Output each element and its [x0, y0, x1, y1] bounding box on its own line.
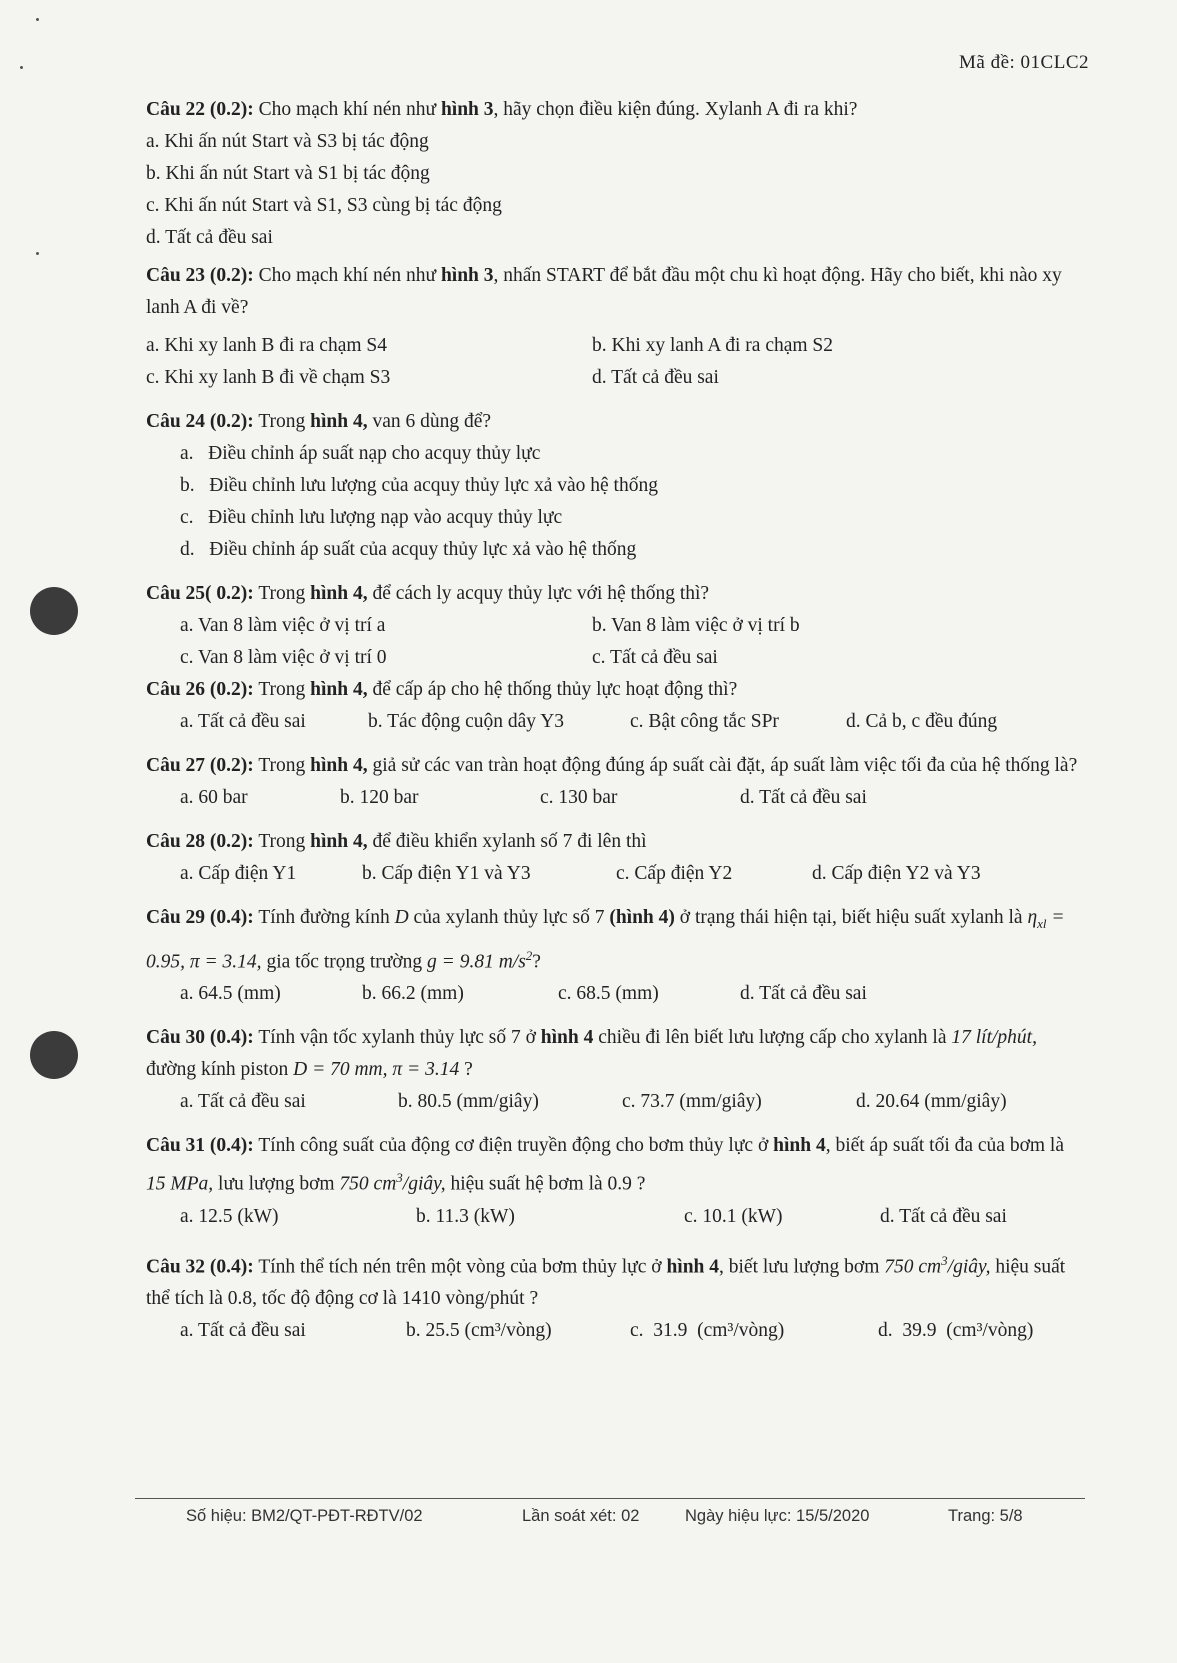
- options-row: [146, 858, 1086, 890]
- math-superscript: 3: [396, 1170, 403, 1186]
- question-28: [146, 826, 1086, 858]
- question-number: Câu 24 (0.2):: [146, 411, 254, 432]
- question-text: Trong: [253, 679, 311, 700]
- options-row: [146, 1086, 1086, 1118]
- option-c: c. Điều chỉnh lưu lượng nạp vào acquy thủy lực: [180, 507, 563, 528]
- option-b: b. Điều chỉnh lưu lượng của acquy thủy lực xả vào hệ thống: [180, 475, 658, 496]
- option-d: d. Cấp điện Y2 và Y3: [812, 863, 981, 884]
- option-d: d. Tất cả đều sai: [146, 227, 273, 248]
- question-text: Trong: [253, 755, 311, 776]
- question-text: đường kính piston: [146, 1059, 294, 1081]
- question-text: hiệu suất hệ bơm là 0.9 ?: [445, 1173, 646, 1195]
- footer-page-number: Trang: 5/8: [948, 1507, 1023, 1525]
- figure-ref: (hình 4): [609, 907, 675, 928]
- figure-ref: hình 4,: [310, 755, 368, 776]
- option-b: b. 80.5 (mm/giây): [398, 1091, 539, 1113]
- question-number: Câu 29 (0.4):: [146, 907, 254, 928]
- option-d: d. Tất cả đều sai: [592, 367, 719, 388]
- question-text: ở trạng thái hiện tại, biết hiệu suất xylanh là: [674, 907, 1028, 928]
- option-d: d. Tất cả đều sai: [740, 983, 867, 1005]
- option-c: c. 130 bar: [540, 787, 618, 808]
- question-number: Câu 23 (0.2):: [146, 265, 254, 286]
- question-24: [146, 406, 1086, 438]
- math-expression: 17 lít/phút,: [951, 1027, 1037, 1049]
- figure-ref: hình 3: [440, 99, 494, 120]
- question-text: Trong: [253, 831, 311, 852]
- math-expression: /giây,: [402, 1173, 446, 1195]
- option-d: d. Tất cả đều sai: [880, 1205, 1007, 1227]
- option-a: a. 60 bar: [180, 787, 248, 808]
- question-text: ?: [459, 1059, 473, 1081]
- question-text: chiều đi lên biết lưu lượng cấp cho xylanh là: [593, 1027, 952, 1049]
- question-number: Câu 27 (0.2):: [146, 755, 254, 776]
- option-c: c. Bật công tắc SPr: [630, 711, 779, 732]
- scan-speck: [36, 18, 39, 21]
- option-b: b. 120 bar: [340, 787, 419, 808]
- question-30: [146, 1022, 1086, 1086]
- option-b: b. 11.3 (kW): [416, 1205, 515, 1227]
- option-c: c. 68.5 (mm): [558, 983, 659, 1005]
- question-number: Câu 28 (0.2):: [146, 831, 254, 852]
- question-text: gia tốc trọng trường: [261, 951, 428, 973]
- option-c: c. Khi xy lanh B đi về chạm S3: [146, 367, 391, 388]
- question-text: hiệu suất thể tích là 0.8, tốc độ động cơ là 1410 vòng/phút ?: [146, 1256, 1066, 1310]
- option-b: b. Cấp điện Y1 và Y3: [362, 863, 531, 884]
- question-number: Câu 26 (0.2):: [146, 679, 254, 700]
- question-text: lưu lượng bơm: [213, 1173, 340, 1195]
- math-expression: 750 cm: [884, 1256, 942, 1278]
- options-row: [146, 362, 1086, 394]
- figure-ref: hình 4,: [310, 411, 368, 432]
- options-row: [146, 1201, 1086, 1233]
- question-text: ?: [532, 951, 541, 973]
- math-symbol: η: [1027, 907, 1038, 928]
- math-expression: g = 9.81 m/s: [427, 951, 526, 973]
- math-expression: D = 70 mm, π = 3.14: [293, 1059, 460, 1081]
- option-a: a. 64.5 (mm): [180, 983, 281, 1005]
- math-superscript: 3: [941, 1252, 948, 1268]
- options-row: [146, 610, 1086, 642]
- question-text: Cho mạch khí nén như: [253, 265, 441, 286]
- question-text: , biết áp suất tối đa của bơm là: [825, 1135, 1065, 1157]
- options-row: [146, 706, 1086, 738]
- question-text: Tính đường kính: [253, 907, 395, 928]
- figure-ref: hình 3: [440, 265, 494, 286]
- option-a: a. Tất cả đều sai: [180, 711, 306, 732]
- question-text: để cấp áp cho hệ thống thủy lực hoạt động thì?: [367, 679, 738, 700]
- math-superscript: 2: [525, 947, 533, 963]
- option-a: a. Khi xy lanh B đi ra chạm S4: [146, 335, 387, 356]
- question-number: Câu 31 (0.4):: [146, 1135, 254, 1157]
- footer-effective-date: Ngày hiệu lực: 15/5/2020: [685, 1507, 870, 1525]
- option-b: b. Tác động cuộn dây Y3: [368, 711, 565, 732]
- option-b: b. Van 8 làm việc ở vị trí b: [592, 615, 800, 636]
- figure-ref: hình 4,: [310, 583, 368, 604]
- options-row: [146, 978, 1086, 1010]
- question-text: van 6 dùng để?: [367, 411, 492, 432]
- math-expression: 15 MPa,: [146, 1173, 214, 1195]
- option-c: c. Cấp điện Y2: [616, 863, 733, 884]
- question-number: Câu 32 (0.4):: [146, 1256, 254, 1278]
- footer-revision: Lần soát xét: 02: [522, 1507, 640, 1525]
- option-a: a. Điều chỉnh áp suất nạp cho acquy thủy lực: [180, 443, 541, 464]
- option-c: c. 73.7 (mm/giây): [622, 1091, 762, 1113]
- question-number: Câu 30 (0.4):: [146, 1027, 254, 1049]
- figure-ref: hình 4: [540, 1027, 594, 1049]
- option-d: d. Cả b, c đều đúng: [846, 711, 998, 732]
- option-c: c. 31.9 (cm³/vòng): [630, 1320, 785, 1342]
- option-a: a. Cấp điện Y1: [180, 863, 297, 884]
- option-b: b. 25.5 (cm³/vòng): [406, 1320, 552, 1342]
- figure-ref: hình 4,: [310, 831, 368, 852]
- option-d: d. Điều chỉnh áp suất của acquy thủy lực xả vào hệ thống: [180, 539, 637, 560]
- option-a: a. 12.5 (kW): [180, 1205, 279, 1227]
- math-subscript: xl: [1037, 915, 1047, 931]
- option-c: c. 10.1 (kW): [684, 1205, 783, 1227]
- question-text: Tính vận tốc xylanh thủy lực số 7 ở: [253, 1027, 541, 1049]
- question-text: Tính thể tích nén trên một vòng của bơm thủy lực ở: [253, 1256, 667, 1278]
- math-expression: = 0.95, π = 3.14,: [146, 907, 1065, 973]
- option-c: c. Van 8 làm việc ở vị trí 0: [180, 647, 387, 668]
- options-row: [146, 782, 1086, 814]
- math-expression: /giây,: [947, 1256, 991, 1278]
- question-text: để cách ly acquy thủy lực với hệ thống thì?: [367, 583, 710, 604]
- question-number: Câu 22 (0.2):: [146, 99, 254, 120]
- question-list: [146, 94, 1086, 1347]
- option-d: d. 20.64 (mm/giây): [856, 1091, 1007, 1113]
- option-c: c. Khi ấn nút Start và S1, S3 cùng bị tác động: [146, 195, 502, 216]
- question-32: [146, 1245, 1086, 1316]
- question-number: Câu 25( 0.2):: [146, 583, 254, 604]
- exam-code: Mã đề: 01CLC2: [959, 52, 1089, 73]
- option-a: a. Khi ấn nút Start và S3 bị tác động: [146, 131, 429, 152]
- option-b: b. Khi ấn nút Start và S1 bị tác động: [146, 163, 430, 184]
- question-26: [146, 674, 1086, 706]
- punch-hole: [30, 1031, 78, 1079]
- question-text: , biết lưu lượng bơm: [719, 1256, 885, 1278]
- options-row: [146, 330, 1086, 362]
- question-text: , nhấn START để bắt đầu một chu kì hoạt động. Hãy cho biết, khi nào xy lanh A đi về?: [146, 265, 1062, 318]
- question-22: [146, 94, 1086, 126]
- question-text: Cho mạch khí nén như: [253, 99, 441, 120]
- punch-hole: [30, 587, 78, 635]
- question-text: để điều khiển xylanh số 7 đi lên thì: [367, 831, 647, 852]
- question-31: [146, 1130, 1086, 1201]
- footer-divider: [135, 1498, 1085, 1499]
- option-d: d. 39.9 (cm³/vòng): [878, 1320, 1034, 1342]
- question-25: [146, 578, 1086, 610]
- option-a: a. Tất cả đều sai: [180, 1091, 306, 1113]
- figure-ref: hình 4: [773, 1135, 826, 1157]
- question-text: Trong: [253, 411, 311, 432]
- option-d: d. Tất cả đều sai: [740, 787, 867, 808]
- options-row: [146, 1315, 1086, 1347]
- options-row: [146, 642, 1086, 674]
- question-text: Trong: [253, 583, 311, 604]
- option-b: b. Khi xy lanh A đi ra chạm S2: [592, 335, 834, 356]
- question-text: của xylanh thủy lực số 7: [408, 907, 610, 928]
- question-23: [146, 260, 1086, 324]
- question-27: [146, 750, 1086, 782]
- figure-ref: hình 4: [666, 1256, 720, 1278]
- option-a: a. Tất cả đều sai: [180, 1320, 306, 1342]
- option-a: a. Van 8 làm việc ở vị trí a: [180, 615, 386, 636]
- figure-ref: hình 4,: [310, 679, 368, 700]
- option-d: c. Tất cả đều sai: [592, 647, 718, 668]
- scan-speck: [36, 252, 39, 255]
- question-text: Tính công suất của động cơ điện truyền động cho bơm thủy lực ở: [253, 1135, 774, 1157]
- scan-speck: [20, 66, 23, 69]
- question-text: , hãy chọn điều kiện đúng. Xylanh A đi ra khi?: [493, 99, 858, 120]
- option-b: b. 66.2 (mm): [362, 983, 464, 1005]
- math-expression: 750 cm: [339, 1173, 397, 1195]
- footer-doc-number: Số hiệu: BM2/QT-PĐT-RĐTV/02: [186, 1507, 423, 1525]
- math-symbol: D: [394, 907, 409, 928]
- question-29: [146, 902, 1086, 978]
- question-text: giả sử các van tràn hoạt động đúng áp suất cài đặt, áp suất làm việc tối đa của hệ thống là?: [367, 755, 1078, 776]
